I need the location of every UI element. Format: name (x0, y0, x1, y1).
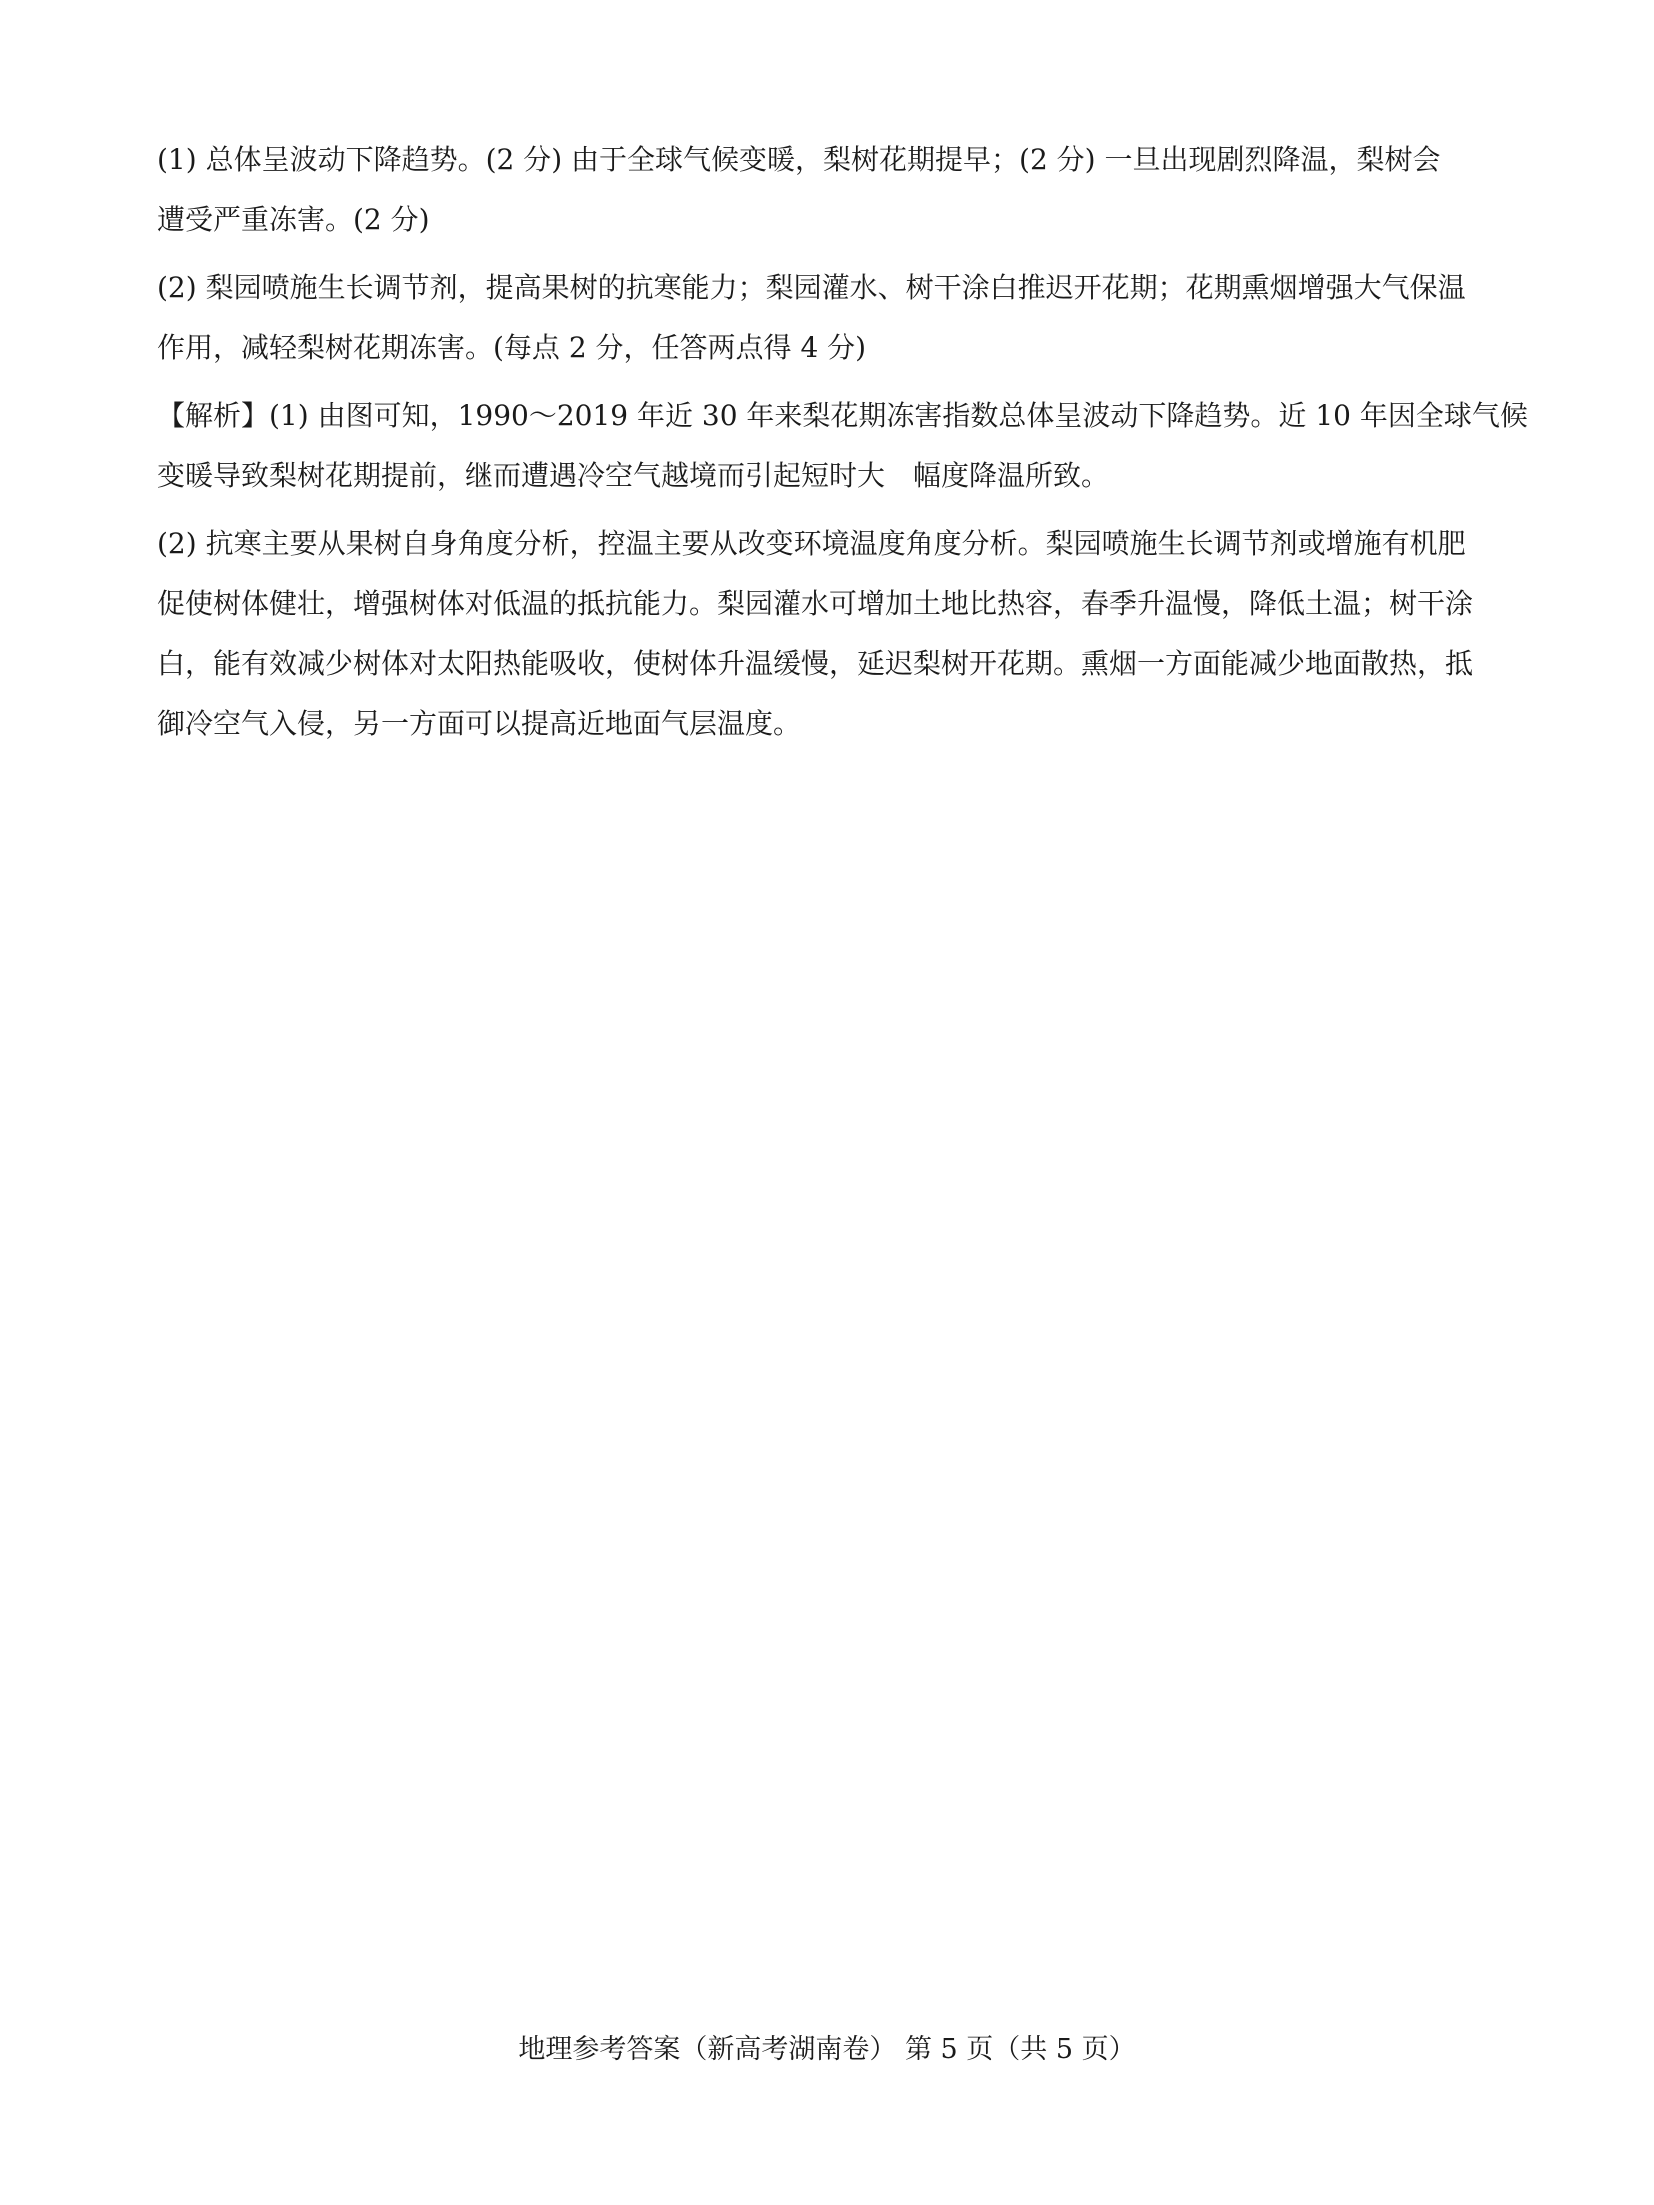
document-body (157, 130, 1537, 762)
analysis-p1-line-2: 变暖导致梨树花期提前，继而遭遇冷空气越境而引起短时大 幅度降温所致。 (157, 459, 1110, 492)
analysis-p1-line-1: 【解析】(1) 由图可知，1990～2019 年近 30 年来梨花期冻害指数总体呈波动下降趋势。近 10 年因全球气候 (157, 399, 1528, 432)
answer-q2-line-2: 作用，减轻梨树花期冻害。(每点 2 分，任答两点得 4 分) (157, 331, 867, 364)
analysis-p2-line-1: (2) 抗寒主要从果树自身角度分析，控温主要从改变环境温度角度分析。梨园喷施生长调节剂或增施有机肥 (157, 527, 1466, 560)
analysis-p2 (157, 514, 1537, 754)
analysis-p1 (157, 386, 1537, 506)
answer-q1-line-2: 遭受严重冻害。(2 分) (157, 203, 430, 236)
answer-q2 (157, 258, 1537, 378)
page-footer: 地理参考答案（新高考湖南卷） 第 5 页（共 5 页） (518, 2034, 1136, 2065)
answer-q1 (157, 130, 1537, 250)
analysis-p2-line-4: 御冷空气入侵，另一方面可以提高近地面气层温度。 (157, 707, 802, 740)
answer-q2-line-1: (2) 梨园喷施生长调节剂，提高果树的抗寒能力；梨园灌水、树干涂白推迟开花期；花期熏烟增强大气保温 (157, 271, 1466, 304)
answer-q1-line-1: (1) 总体呈波动下降趋势。(2 分) 由于全球气候变暖，梨树花期提早；(2 分) 一旦出现剧烈降温，梨树会 (157, 143, 1441, 176)
analysis-p2-line-3: 白，能有效减少树体对太阳热能吸收，使树体升温缓慢，延迟梨树开花期。熏烟一方面能减少地面散热，抵 (157, 647, 1474, 680)
analysis-p2-line-2: 促使树体健壮，增强树体对低温的抵抗能力。梨园灌水可增加土地比热容，春季升温慢，降低土温；树干涂 (157, 587, 1474, 620)
